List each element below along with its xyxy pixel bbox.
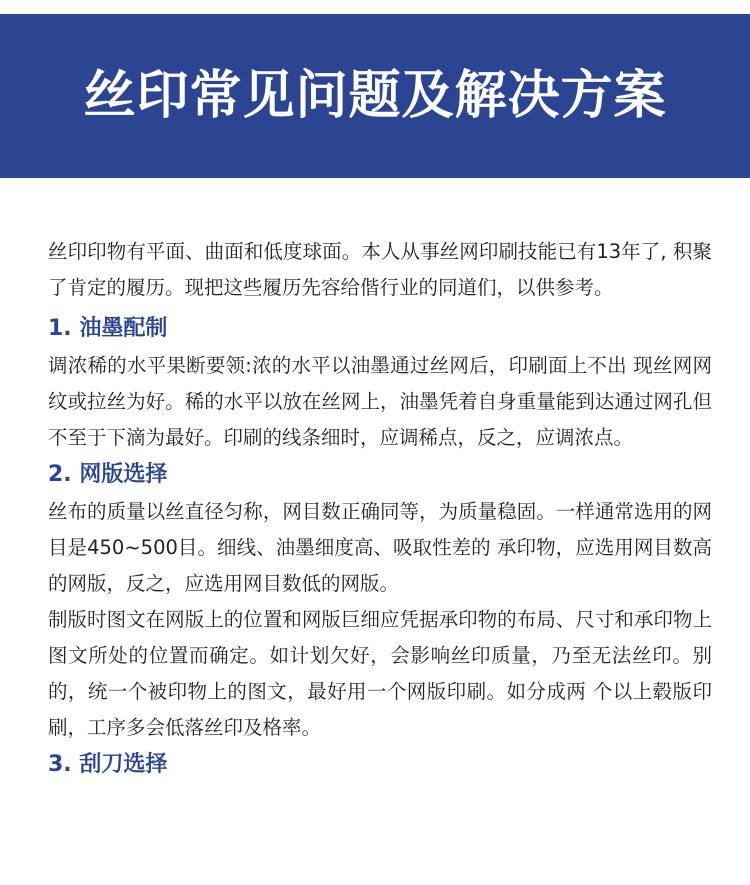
article-body bbox=[48, 234, 712, 784]
page-title: 丝印常见问题及解决方案 bbox=[83, 66, 667, 126]
title-banner bbox=[0, 14, 750, 178]
section-ink-paragraph: 调浓稀的水平果断要领:浓的水平以油墨通过丝网后，印刷面上不出 现丝网网纹或拉丝为好。稀的水平以放在丝网上，油墨凭着自身重量能到达通过网孔但不至于下滴为最好。印刷的线条细时，应调稀点，反之，应调浓点。 bbox=[48, 354, 712, 449]
intro-paragraph: 丝印印物有平面、曲面和低度球面。本人从事丝网印刷技能已有13年了, 积聚了肯定的履历。现把这些履历先容给偕行业的同道们，以供参考。 bbox=[48, 240, 712, 299]
section-screen-paragraph-2: 制版时图文在网版上的位置和网版巨细应凭据承印物的布局、尺寸和承印物上图文所处的位置而确定。如计划欠好，会影响丝印质量，乃至无法丝印。别的，统一个被印物上的图文，最好用一个网版印刷。如分成两 个以上毂版印刷，工序多会低落丝印及格率。 bbox=[48, 608, 712, 739]
section-heading-ink: 1. 油墨配制 bbox=[48, 316, 168, 341]
section-heading-squeegee: 3. 刮刀选择 bbox=[48, 752, 168, 777]
section-screen-paragraph-1: 丝布的质量以丝直径匀称，网目数正确同等，为质量稳固。一样通常选用的网目是450~500目。细线、油墨细度高、吸取性差的 承印物，应选用网目数高的网版，反之，应选用网目数低的网版。 bbox=[48, 500, 712, 595]
section-heading-screen: 2. 网版选择 bbox=[48, 462, 168, 487]
